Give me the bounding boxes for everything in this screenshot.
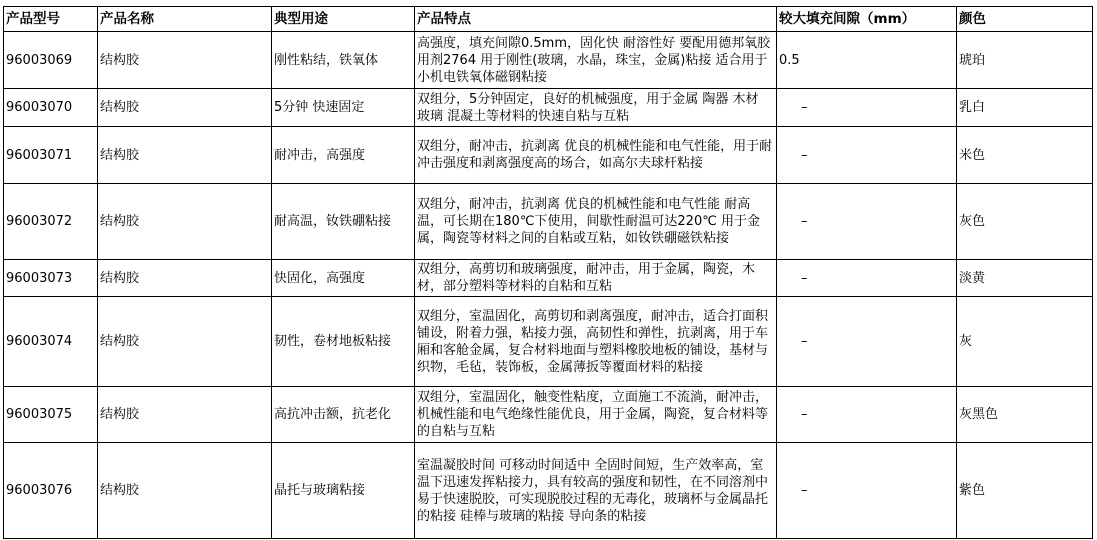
table-row bbox=[4, 89, 1093, 127]
cell-features: 双组分，高剪切和玻璃强度，耐冲击，用于金属，陶瓷，木材，部分塑料等材料的自粘和互粘 bbox=[415, 260, 777, 297]
cell-color: 灰色 bbox=[957, 184, 1093, 260]
cell-usage: 5分钟 快速固定 bbox=[272, 89, 415, 127]
cell-usage: 耐冲击，高强度 bbox=[272, 127, 415, 184]
header-row bbox=[4, 7, 1093, 32]
cell-features: 双组分，5分钟固定，良好的机械强度，用于金属 陶器 木材 玻璃 混凝土等材料的快速自粘与互粘 bbox=[415, 89, 777, 127]
cell-model: 96003070 bbox=[4, 89, 98, 127]
cell-gap: – bbox=[777, 443, 957, 539]
table-row bbox=[4, 260, 1093, 297]
cell-features: 双组分，室温固化，触变性粘度，立面施工不流淌，耐冲击，机械性能和电气绝缘性能优良，用于金属，陶瓷，复合材料等的自粘与互粘 bbox=[415, 387, 777, 443]
cell-color: 灰 bbox=[957, 297, 1093, 387]
cell-usage: 晶托与玻璃粘接 bbox=[272, 443, 415, 539]
cell-model: 96003071 bbox=[4, 127, 98, 184]
cell-name: 结构胶 bbox=[98, 127, 272, 184]
cell-usage: 高抗冲击额，抗老化 bbox=[272, 387, 415, 443]
header-name: 产品名称 bbox=[98, 7, 272, 32]
product-spec-table bbox=[3, 6, 1093, 539]
header-model: 产品型号 bbox=[4, 7, 98, 32]
cell-gap: 0.5 bbox=[777, 32, 957, 89]
table-row bbox=[4, 184, 1093, 260]
cell-model: 96003072 bbox=[4, 184, 98, 260]
cell-name: 结构胶 bbox=[98, 184, 272, 260]
table-row bbox=[4, 443, 1093, 539]
cell-features: 高强度，填充间隙0.5mm，固化快 耐溶性好 要配用德邦氧胶用剂2764 用于刚性(玻璃，水晶，珠宝，金属)粘接 适合用于小机电铁氧体磁钢粘接 bbox=[415, 32, 777, 89]
cell-color: 乳白 bbox=[957, 89, 1093, 127]
cell-name: 结构胶 bbox=[98, 260, 272, 297]
cell-model: 96003069 bbox=[4, 32, 98, 89]
cell-name: 结构胶 bbox=[98, 443, 272, 539]
cell-features: 室温凝胶时间 可移动时间适中 全固时间短，生产效率高，室温下迅速发挥粘接力，具有较高的强度和韧性，在不同溶剂中易于快速脱胶，可实现脱胶过程的无毒化，玻璃杯与金属晶托的粘接 硅棒与玻璃的粘接 导向条的粘接 bbox=[415, 443, 777, 539]
table-row bbox=[4, 32, 1093, 89]
cell-usage: 刚性粘结，铁氧体 bbox=[272, 32, 415, 89]
cell-name: 结构胶 bbox=[98, 387, 272, 443]
cell-color: 琥珀 bbox=[957, 32, 1093, 89]
cell-name: 结构胶 bbox=[98, 297, 272, 387]
cell-color: 米色 bbox=[957, 127, 1093, 184]
cell-gap: – bbox=[777, 387, 957, 443]
header-features: 产品特点 bbox=[415, 7, 777, 32]
header-color: 颜色 bbox=[957, 7, 1093, 32]
cell-model: 96003075 bbox=[4, 387, 98, 443]
cell-usage: 韧性，卷材地板粘接 bbox=[272, 297, 415, 387]
cell-gap: – bbox=[777, 260, 957, 297]
cell-features: 双组分，耐冲击，抗剥离 优良的机械性能和电气性能 耐高温，可长期在180℃下使用，间歇性耐温可达220℃ 用于金属，陶瓷等材料之间的自粘或互粘，如钕铁硼磁铁粘接 bbox=[415, 184, 777, 260]
cell-gap: – bbox=[777, 127, 957, 184]
cell-model: 96003076 bbox=[4, 443, 98, 539]
cell-model: 96003074 bbox=[4, 297, 98, 387]
cell-color: 灰黑色 bbox=[957, 387, 1093, 443]
cell-gap: – bbox=[777, 297, 957, 387]
header-gap: 较大填充间隙（mm） bbox=[777, 7, 957, 32]
cell-model: 96003073 bbox=[4, 260, 98, 297]
table-row bbox=[4, 387, 1093, 443]
table-row bbox=[4, 127, 1093, 184]
cell-features: 双组分，室温固化，高剪切和剥离强度，耐冲击，适合打面积铺设，附着力强，粘接力强，高韧性和弹性，抗剥离，用于车厢和客舱金属，复合材料地面与塑料橡胶地板的铺设，基材与织物，毛毡，装饰板，金属薄扳等覆面材料的粘接 bbox=[415, 297, 777, 387]
cell-gap: – bbox=[777, 89, 957, 127]
cell-name: 结构胶 bbox=[98, 32, 272, 89]
cell-gap: – bbox=[777, 184, 957, 260]
table-row bbox=[4, 297, 1093, 387]
cell-usage: 耐高温，钕铁硼粘接 bbox=[272, 184, 415, 260]
header-usage: 典型用途 bbox=[272, 7, 415, 32]
cell-usage: 快固化，高强度 bbox=[272, 260, 415, 297]
cell-name: 结构胶 bbox=[98, 89, 272, 127]
cell-color: 淡黄 bbox=[957, 260, 1093, 297]
cell-features: 双组分，耐冲击，抗剥离 优良的机械性能和电气性能，用于耐冲击强度和剥离强度高的场合，如高尔夫球杆粘接 bbox=[415, 127, 777, 184]
cell-color: 紫色 bbox=[957, 443, 1093, 539]
